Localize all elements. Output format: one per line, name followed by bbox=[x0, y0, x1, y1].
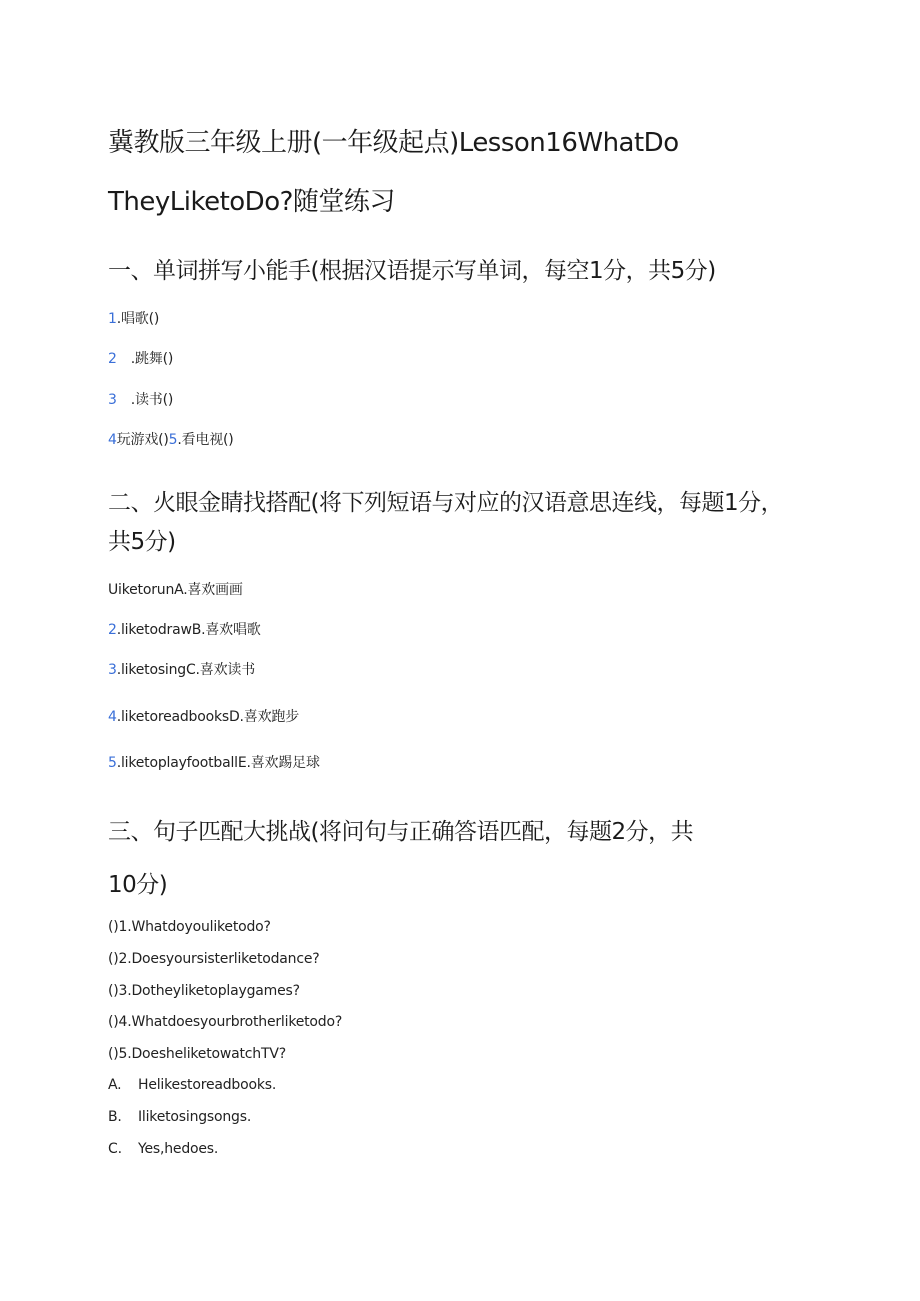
s2-item-2 bbox=[108, 619, 261, 639]
s1-item-1 bbox=[108, 308, 159, 328]
item-text: .liketoreadbooksD.喜欢跑步 bbox=[116, 709, 300, 725]
item-text: .跳舞() bbox=[130, 351, 174, 367]
s2-item-5 bbox=[108, 752, 320, 772]
page-title-line-1: 冀教版三年级上册(一年级起点)Lesson16WhatDo bbox=[108, 128, 679, 158]
item-number: 2 bbox=[108, 351, 117, 367]
answer-text: Yes,hedoes. bbox=[138, 1141, 219, 1157]
item-text: .读书() bbox=[130, 392, 174, 408]
item-number: 5 bbox=[108, 755, 117, 771]
s3-question-4: ()4.Whatdoesyourbrotherliketodo? bbox=[108, 1014, 343, 1030]
answer-letter: C. bbox=[108, 1141, 122, 1157]
s3-question-5: ()5.DoesheliketowatchTV? bbox=[108, 1046, 286, 1062]
page-title-line-2: TheyLiketoDo?随堂练习 bbox=[108, 187, 395, 217]
s2-item-3 bbox=[108, 659, 255, 679]
s2-item-1: UiketorunA.喜欢画画 bbox=[108, 582, 243, 598]
item-number: 5 bbox=[168, 432, 178, 448]
s2-item-4 bbox=[108, 706, 299, 726]
answer-letter: A. bbox=[108, 1077, 122, 1093]
s3-answer-a bbox=[108, 1077, 276, 1093]
item-number: 3 bbox=[108, 392, 117, 408]
item-number: 4 bbox=[108, 709, 117, 725]
item-text: .唱歌() bbox=[116, 311, 160, 327]
answer-text: Helikestoreadbooks. bbox=[138, 1077, 277, 1093]
item-number: 2 bbox=[108, 622, 117, 638]
answer-letter: B. bbox=[108, 1109, 122, 1125]
answer-text: Iliketosingsongs. bbox=[138, 1109, 252, 1125]
s3-question-1: ()1.Whatdoyouliketodo? bbox=[108, 919, 271, 935]
section-1-heading: 一、单词拼写小能手(根据汉语提示写单词，每空1分，共5分) bbox=[108, 258, 716, 284]
item-text: .liketodrawB.喜欢唱歌 bbox=[116, 622, 261, 638]
s1-item-4-5 bbox=[108, 429, 234, 449]
item-text: 玩游戏() bbox=[116, 432, 169, 448]
item-text: .liketosingC.喜欢读书 bbox=[116, 662, 255, 678]
section-2-heading-line-1: 二、火眼金睛找搭配(将下列短语与对应的汉语意思连线，每题1分， bbox=[108, 490, 784, 516]
section-2-heading-line-2: 共5分) bbox=[108, 529, 176, 555]
item-text: .看电视() bbox=[177, 432, 234, 448]
s3-answer-c bbox=[108, 1141, 218, 1157]
s1-item-2 bbox=[108, 348, 173, 368]
section-3-heading-line-2: 10分) bbox=[108, 872, 168, 898]
s3-answer-b bbox=[108, 1109, 251, 1125]
item-number: 1 bbox=[108, 311, 117, 327]
section-3-heading-line-1: 三、句子匹配大挑战(将问句与正确答语匹配，每题2分，共 bbox=[108, 819, 694, 845]
item-number: 4 bbox=[108, 432, 117, 448]
s1-item-3 bbox=[108, 389, 173, 409]
item-number: 3 bbox=[108, 662, 117, 678]
s3-question-3: ()3.Dotheyliketoplaygames? bbox=[108, 983, 300, 999]
item-text: .liketoplayfootballE.喜欢踢足球 bbox=[116, 755, 320, 771]
s3-question-2: ()2.Doesyoursisterliketodance? bbox=[108, 951, 320, 967]
